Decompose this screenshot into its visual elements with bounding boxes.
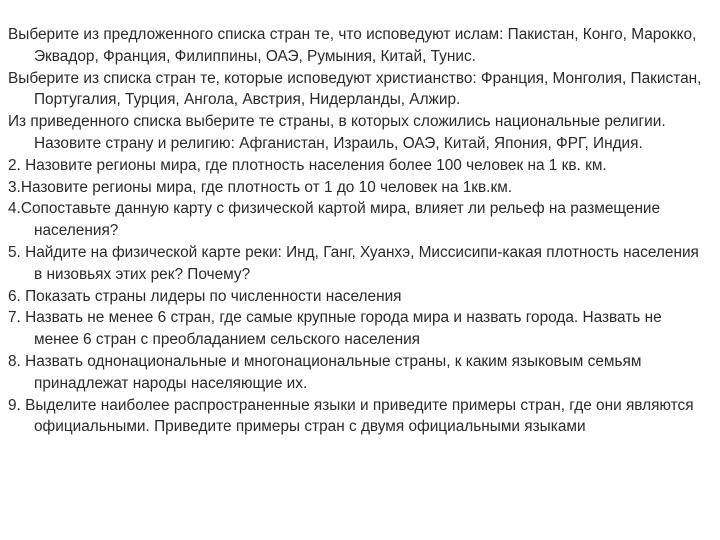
task-christianity-countries: Выберите из списка стран те, которые исповедуют христианство: Франция, Монголия, Пакистан, Португалия, Турция, Ангола, Австрия, Нидерланды, Алжир. [8,69,702,109]
task-islam-countries: Выберите из предложенного списка стран те, что исповедуют ислам: Пакистан, Конго, Марокко, Эквадор, Франция, Филиппины, ОАЭ, Румыния, Китай, Тунис. [8,26,697,65]
task-6-population-leaders: 6. Показать страны лидеры по численности населения [8,287,402,305]
task-national-religions: Из приведенного списка выберите те страны, в которых сложились национальные религии. Назовите страну и религию: Афганистан, Израиль, ОАЭ, Китай, Япония, ФРГ, Индия. [8,113,666,152]
task-7-largest-cities: 7. Назвать не менее 6 стран, где самые крупные города мира и назвать города. Назвать не менее 6 стран с преобладанием сельского населения [8,309,662,349]
task-9-official-languages: 9. Выделите наиболее распространенные языки и приведите примеры стран, где они являются официальными. Приведите примеры стран с двумя официальными языками [8,396,694,436]
task-2-high-density-regions: 2. Назовите регионы мира, где плотность населения более 100 человек на 1 кв. км. [8,156,607,174]
task-3-low-density-regions: 3.Назовите регионы мира, где плотность от 1 до 10 человек на 1кв.км. [8,178,513,196]
task-5-rivers-density: 5. Найдите на физической карте реки: Инд, Ганг, Хуанхэ, Миссисипи-какая плотность населения в низовьях этих рек? Почему? [8,243,699,283]
task-8-nationality-composition: 8. Назвать однонациональные и многонациональные страны, к каким языковым семьям принадлежат народы населяющие их. [8,352,642,392]
task-4-relief-comparison: 4.Сопоставьте данную карту с физической картой мира, влияет ли рельеф на размещение населения? [8,200,661,240]
